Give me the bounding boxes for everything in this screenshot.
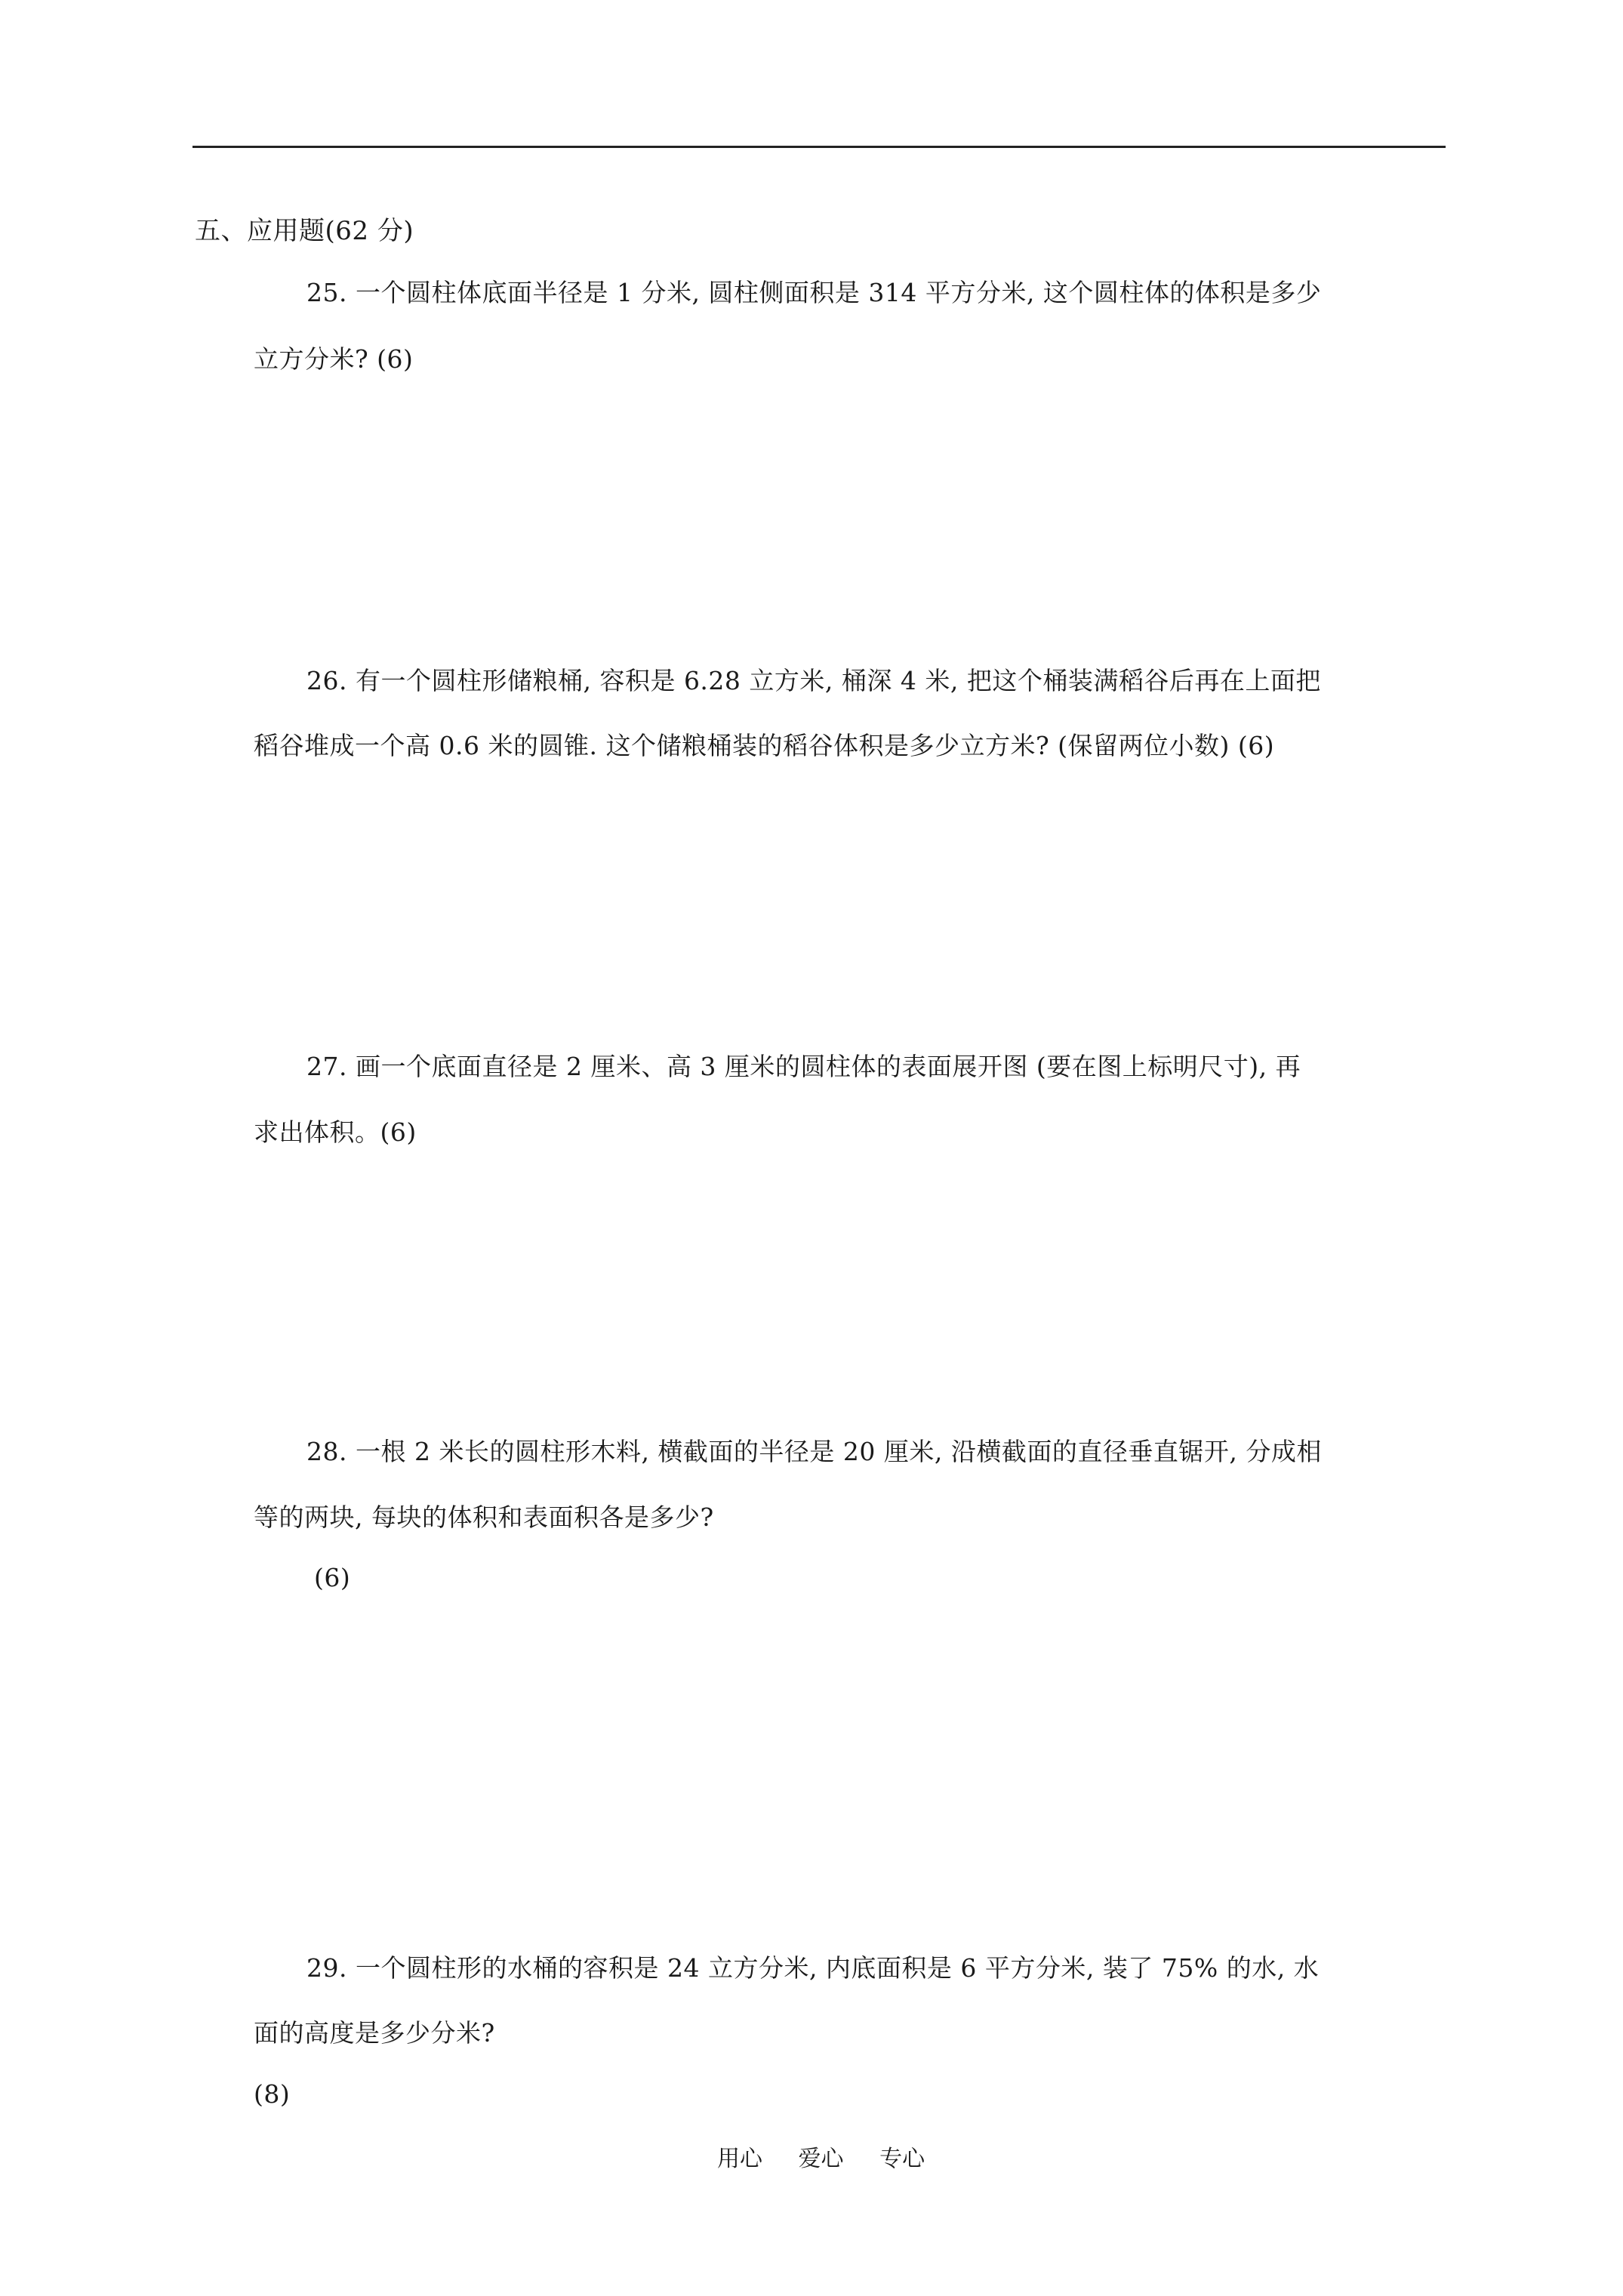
section-title: 五、应用题(62 分): [195, 216, 414, 246]
question-27-line-1: 27. 画一个底面直径是 2 厘米、高 3 厘米的圆柱体的表面展开图 (要在图上标明尺寸), 再: [306, 1052, 1301, 1081]
question-26-line-1: 26. 有一个圆柱形储粮桶, 容积是 6.28 立方米, 桶深 4 米, 把这个桶装满稻谷后再在上面把: [306, 666, 1321, 695]
footer-text-1: 用心: [717, 2146, 762, 2172]
question-27-line-2: 求出体积。(6): [254, 1117, 417, 1147]
question-28-line-2: 等的两块, 每块的体积和表面积各是多少?: [254, 1502, 714, 1532]
question-29-line-1: 29. 一个圆柱形的水桶的容积是 24 立方分米, 内底面积是 6 平方分米, 装了 75% 的水, 水: [306, 1953, 1320, 1983]
question-29-line-2: 面的高度是多少分米?: [254, 2018, 495, 2048]
question-26-line-2: 稻谷堆成一个高 0.6 米的圆锥. 这个储粮桶装的稻谷体积是多少立方米? (保留两位小数) (6): [254, 731, 1275, 760]
header-rule: [192, 146, 1446, 148]
question-25-line-2: 立方分米? (6): [254, 344, 414, 374]
question-28-line-3: (6): [314, 1563, 351, 1592]
footer-text-3: 专心: [879, 2146, 925, 2172]
footer-text-2: 爱心: [798, 2146, 844, 2172]
question-25-line-1: 25. 一个圆柱体底面半径是 1 分米, 圆柱侧面积是 314 平方分米, 这个圆柱体的体积是多少: [306, 278, 1322, 307]
page-footer: [717, 2146, 925, 2173]
question-28-line-1: 28. 一根 2 米长的圆柱形木料, 横截面的半径是 20 厘米, 沿横截面的直径垂直锯开, 分成相: [306, 1437, 1322, 1466]
question-29-line-3: (8): [254, 2079, 291, 2109]
